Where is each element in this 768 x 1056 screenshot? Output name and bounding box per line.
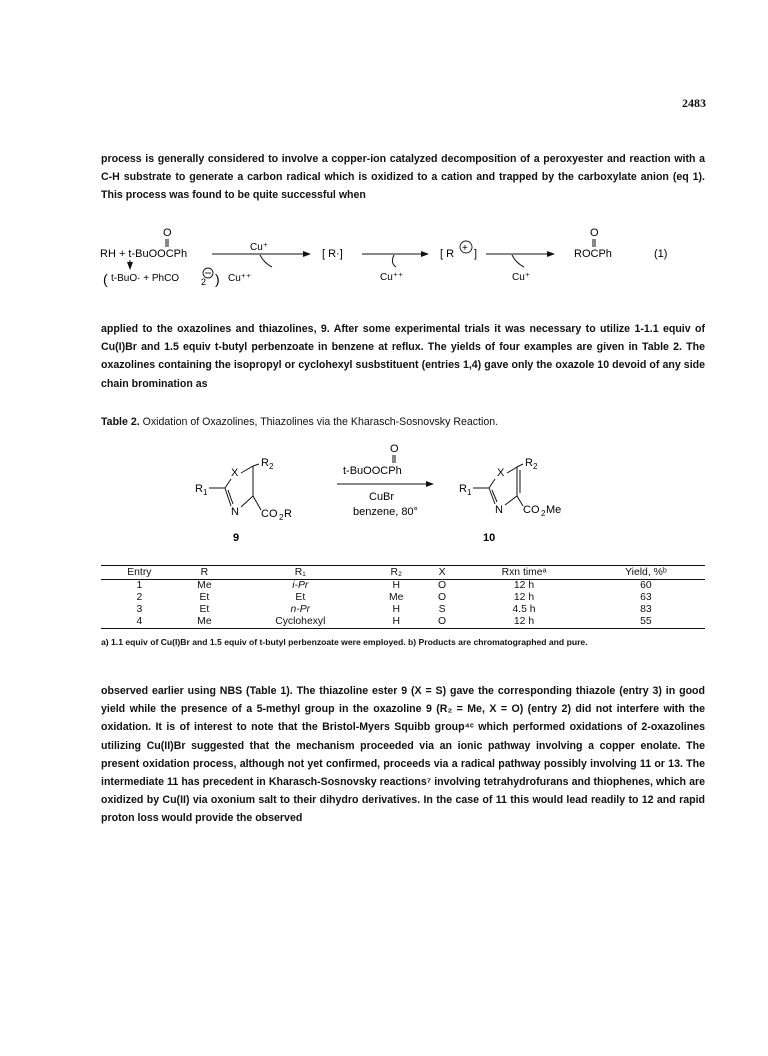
sm-r2: R <box>261 457 269 469</box>
svg-text:(: ( <box>103 271 108 287</box>
paragraph-conditions: applied to the oxazolines and thiazolines, 9. After some experimental trials it was necessary to utilize 1-1.1 equiv of Cu(I)Br and 1.5 equiv t-butyl perbenzoate in benzene at reflux. The yields of four examples are given in Table 2. The oxazolines containing the isopropyl or cyclohexyl susbstituent (entries 1,4) gave only the oxazole 10 devoid of any side chain bromination as <box>101 323 705 390</box>
eq1-radical: [ R·] <box>322 248 343 260</box>
eq1-cation: [ R <box>440 248 455 260</box>
cell: O <box>437 580 447 591</box>
svg-text:Me: Me <box>546 504 562 516</box>
eq1-cu-pp-below: Cu⁺⁺ <box>228 273 252 284</box>
cell: n-Pr <box>290 604 311 615</box>
col-entry: Entry <box>101 566 178 580</box>
svg-text:]: ] <box>474 248 478 260</box>
cell: 12 h <box>461 616 587 629</box>
cell: 55 <box>587 616 705 629</box>
table-row <box>101 580 705 593</box>
svg-text:): ) <box>215 271 220 287</box>
col-rxn-time: Rxn timeᵃ <box>461 566 587 580</box>
col-r2: R₂ <box>370 566 423 580</box>
reagent-cat: CuBr <box>369 491 395 503</box>
sm-x: X <box>231 467 239 479</box>
cell: 83 <box>640 604 652 615</box>
svg-text:2: 2 <box>279 513 284 522</box>
paragraph-discussion: observed earlier using NBS (Table 1). The thiazoline ester 9 (X = S) gave the corresponding thiazole (entry 3) in good yield while the presence of a 5-methyl group in the oxazoline 9 (R₂ = Me, X = O) (entry 2) did not interfere with the oxidation. It is of interest to note that the Bristol-Myers Squibb group⁴ᶜ which performed oxidations of 2-oxazolines utilizing Cu(II)Br suggested that the mechanism proceeded via an ionic pathway involving a copper enolate. The present oxidation process, although not yet confirmed, proceeds via a radical pathway possibly involving 11 or 13. The intermediate 11 has precedent in Kharasch-Sosnovsky reactions⁷ involving tetrahydrofurans and thiophenes, which are oxidized by Cu(II) via oxonium salt to their dihydro derivatives. In the case of 11 this would lead readily to 12 and rapid proton loss would provide the observed <box>101 685 705 825</box>
sm-label: 9 <box>233 532 240 544</box>
prod-label: 10 <box>483 532 496 544</box>
equation-1 <box>100 225 706 300</box>
cell: Me <box>389 592 404 603</box>
svg-text:2: 2 <box>541 509 546 518</box>
cell: 12 h <box>513 580 535 591</box>
svg-text:2: 2 <box>533 462 538 471</box>
page-number: 2483 <box>682 96 706 110</box>
svg-text:O: O <box>590 227 599 239</box>
cell: 2 <box>136 592 143 603</box>
cell: Cyclohexyl <box>231 616 370 629</box>
cell: 12 h <box>513 592 535 603</box>
svg-text:+: + <box>462 243 468 254</box>
eq1-cu-plus-2: Cu⁺ <box>512 272 531 283</box>
cell: O <box>423 616 461 629</box>
cell: 63 <box>640 592 652 603</box>
reagent-top: t-BuOOCPh <box>343 465 402 477</box>
eq1-cu-plusplus: Cu⁺⁺ <box>380 272 404 283</box>
cell: H <box>370 616 423 629</box>
eq1-number: (1) <box>654 248 668 260</box>
cell: 3 <box>136 604 143 615</box>
sm-n: N <box>231 506 239 518</box>
results-table <box>101 565 705 629</box>
cell: Me <box>197 580 212 591</box>
svg-text:1: 1 <box>467 488 472 497</box>
sm-co2r: CO <box>261 508 278 520</box>
prod-x: X <box>497 467 505 479</box>
eq1-carbonyl-o: O <box>163 227 172 239</box>
svg-text:1: 1 <box>203 488 208 497</box>
cell: i-Pr <box>292 580 309 591</box>
conditions: benzene, 80° <box>353 506 418 518</box>
eq1-reactants: RH + t-BuOOCPh <box>100 248 188 260</box>
eq1-byproducts: t-BuO· + PhCO <box>111 273 180 284</box>
cell: 4 <box>101 616 178 629</box>
col-yield: Yield, %ᵇ <box>587 566 705 580</box>
svg-text:2: 2 <box>201 277 207 287</box>
prod-r2: R <box>525 457 533 469</box>
cell: Et <box>199 592 210 603</box>
eq1-product: ROCPh <box>574 248 612 260</box>
col-r: R <box>178 566 231 580</box>
cell: H <box>392 580 400 591</box>
cell: Et <box>295 592 306 603</box>
svg-text:2: 2 <box>269 462 274 471</box>
table-caption-label: Table 2. <box>101 416 140 428</box>
table-row <box>101 592 705 604</box>
table-row <box>101 604 705 616</box>
table-caption-text: Oxidation of Oxazolines, Thiazolines via the Kharasch-Sosnovsky Reaction. <box>139 416 499 428</box>
table-footnote: a) 1.1 equiv of Cu(I)Br and 1.5 equiv of t-butyl perbenzoate were employed. b) Products are chromatographed and pure. <box>101 637 588 647</box>
table-caption <box>101 416 705 428</box>
cell: Me <box>178 616 231 629</box>
cell: 60 <box>640 580 652 591</box>
cell: Et <box>199 604 210 615</box>
svg-text:O: O <box>390 443 399 455</box>
prod-n: N <box>495 504 503 516</box>
eq1-cu-plus: Cu⁺ <box>250 242 269 253</box>
paragraph-intro: process is generally considered to involve a copper-ion catalyzed decomposition of a peroxyester and reaction with a C-H substrate to generate a carbon radical which is oxidized to a cation and trapped by the carboxylate anion (eq 1). This process was found to be quite successful when <box>101 153 705 202</box>
cell: H <box>392 604 400 615</box>
prod-co2me: CO <box>523 504 540 516</box>
cell: 1 <box>136 580 143 591</box>
svg-text:R: R <box>284 508 292 520</box>
oxidation-scheme <box>175 440 595 545</box>
cell: O <box>437 592 447 603</box>
prod-r1: R <box>459 483 467 495</box>
col-x: X <box>423 566 461 580</box>
sm-r1: R <box>195 483 203 495</box>
table-header-row <box>101 566 705 580</box>
cell: 4.5 h <box>512 604 536 615</box>
col-r1: R₁ <box>231 566 370 580</box>
table-row <box>101 616 705 629</box>
cell: S <box>438 604 446 615</box>
